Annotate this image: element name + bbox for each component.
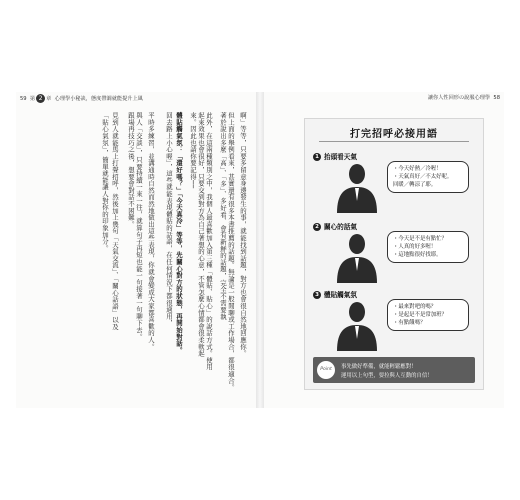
bubble-line: ・人真的好多喔！: [393, 244, 437, 250]
speech-bubble: [387, 299, 469, 331]
bubble-line: ・是起是不是常加班？: [393, 312, 447, 318]
right-page: [264, 92, 504, 408]
right-page-number: 58: [493, 95, 500, 101]
section-heading: [313, 221, 357, 231]
title-divider: [319, 141, 469, 142]
bubble-line: ・有點餓嗎？: [393, 320, 426, 326]
bubble-line: ・今天是不是有點忙？: [393, 236, 447, 242]
section-heading-text: 關心的話氣: [324, 223, 357, 231]
bubble-line: 回暖／轉涼了耶。: [393, 182, 437, 188]
text-column: 「貼心氣氛」，簡單就能讓人對你的印象加分。: [101, 112, 109, 252]
tip-line: 事先做好準備，就能輕鬆應對！: [341, 364, 417, 370]
section-heading-text: 抬頭看天氣: [324, 153, 357, 161]
text-column: 此外，在這兩種類別之中，我個人最喜歡加入第三種「體貼、貼心」的說話方式。使用: [205, 112, 213, 371]
point-badge-icon: Point: [317, 361, 335, 379]
speech-bubble: [387, 231, 469, 263]
left-page-number: 59: [20, 96, 27, 102]
section-heading-text: 體貼觸氣氛: [324, 291, 357, 299]
point-tip-bar: [313, 357, 475, 383]
right-header-title: 讓你人性回形の說服心理學: [427, 95, 491, 101]
text-column: 回去路上小心喔」，這些就能表現體貼的話語，在任何情況下都很適用，: [165, 112, 173, 327]
vertical-text-body: [26, 112, 246, 400]
bubble-line: ・最來對吧的嗎？: [393, 304, 437, 310]
chapter-prefix: 第: [29, 96, 36, 102]
text-column: 但上面的舉例看來，甚實還有很多本書推薦的話題。無論是一般閒聊或工作場合，都很適合。: [227, 112, 235, 391]
speech-bubble: [387, 161, 469, 193]
person-silhouette-icon: [333, 299, 381, 351]
bubble-line: ・這地點很好找耶。: [393, 252, 442, 258]
text-column: 啊」等等，只要多留意身邊發生的事，就能找到話題，對方也會很自然地回應你。: [239, 112, 247, 357]
number-badge-icon: 3: [313, 291, 321, 299]
text-column: 平時多練習，並溝通時自然而然地做出這些表現，你就會變成大家都喜歡的人。: [147, 112, 155, 350]
tip-line: 運用以上句型，要拉與人互動的自信！: [341, 373, 433, 379]
text-column: 跟場再技巧之後，想要會對話不困難。: [127, 112, 135, 228]
number-badge-icon: 1: [313, 153, 321, 161]
card-title: 打完招呼必接用語: [350, 129, 438, 140]
chapter-number-badge: 2: [36, 94, 45, 103]
book-gutter: [256, 92, 264, 408]
text-column: 著於說出多麼「高」、「多」、多好看、會有新鮮的話題，完全不需要執: [219, 112, 227, 320]
text-column: 來。因此也請你要記得──: [189, 112, 197, 189]
bubble-line: ・天氣真好／不太好呢。: [393, 174, 453, 180]
person-silhouette-icon: [333, 161, 381, 213]
left-running-header: [20, 94, 143, 103]
text-column: 起來效果也會很好，只要交到對方為自己著想的心意，不管怎麼心情都會很柔軟起: [197, 112, 205, 357]
text-column-bold: 體貼觸氣氛：「還好嗎？」「今天真冷」等等，先關心對方的狀態，再開始對話。: [175, 112, 183, 354]
left-header-title: 心理學小秘訣，態度帶調就能提升上風: [54, 96, 143, 102]
section-heading: [313, 289, 357, 299]
text-column: 與人「交談」，只要持續一來一往，就算句子再短也能一句接著一句聊下去。: [135, 112, 143, 340]
text-column: 見到人就能馬上打聲招呼，然後加上幾句「天氣交流」、「關心話語」以及: [111, 112, 119, 330]
left-page: [16, 92, 256, 408]
section-heading: [313, 151, 357, 161]
book-spread: [16, 92, 504, 408]
person-silhouette-icon: [333, 231, 381, 283]
chapter-suffix: 章: [46, 96, 52, 102]
bubble-line: ・今天好熱／冷喔！: [393, 166, 442, 172]
number-badge-icon: 2: [313, 223, 321, 231]
tip-card: [304, 118, 484, 390]
right-running-header: [428, 94, 500, 101]
